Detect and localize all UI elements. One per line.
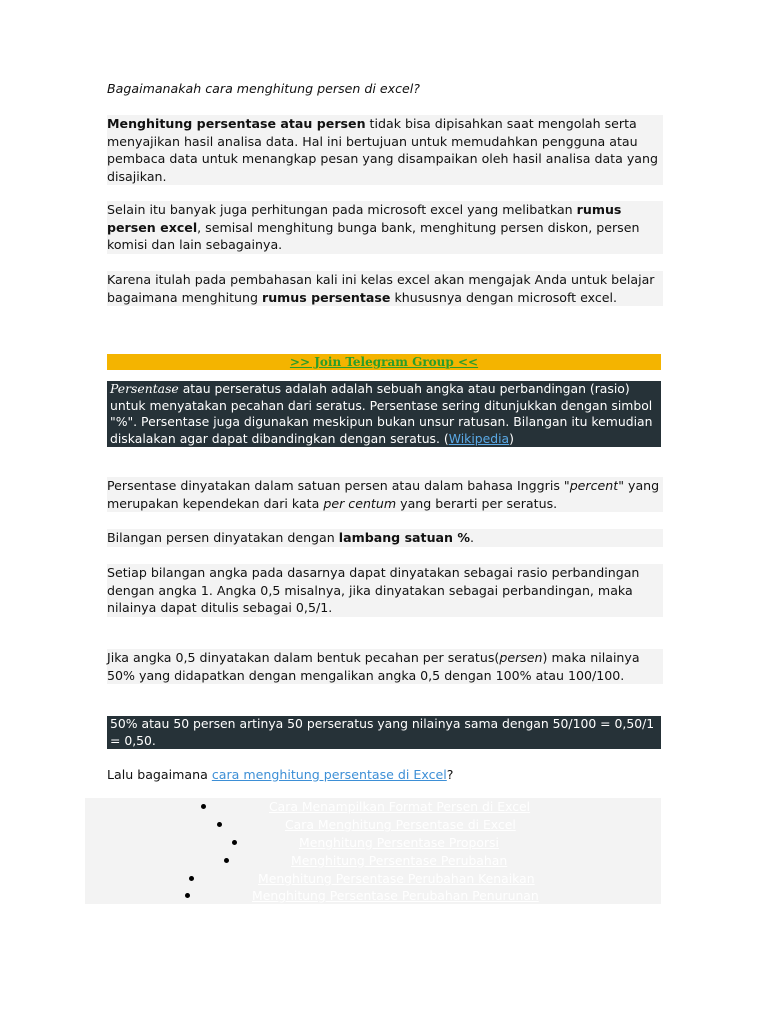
bullet-icon xyxy=(201,804,206,809)
paragraph-percent-symbol xyxy=(107,529,663,547)
p6-text: Setiap bilangan angka pada dasarnya dapat dinyatakan sebagai rasio perbandingan dengan angka 1. Angka 0,5 misalnya, jika dinyatakan sebagai perbandingan, maka nilainya dapat ditulis sebagai 0,5/1. xyxy=(107,565,640,616)
toc-link-penurunan[interactable]: Menghitung Persentase Perubahan Penurunan xyxy=(252,888,539,903)
bullet-icon xyxy=(232,840,237,845)
telegram-banner xyxy=(107,354,661,370)
paragraph-percent-meaning xyxy=(107,477,663,512)
paragraph-how-to-link xyxy=(107,766,663,784)
p4-text-middle: " yang merupakan kependekan dari kata xyxy=(107,478,660,511)
telegram-link[interactable]: >> Join Telegram Group << xyxy=(289,355,479,369)
definition-text: atau perseratus adalah adalah sebuah angka atau perbandingan (rasio) untuk menyatakan pecahan dari seratus. Persentase sering ditunjukkan dengan simbol "%". Persentase juga digunakan meskipun bukan unsur ratusan. Bilangan itu kemudian diskalakan agar dapat dibandingkan dengan seratus. ( xyxy=(110,381,653,446)
toc-link-proporsi[interactable]: Menghitung Persentase Proporsi xyxy=(299,835,499,850)
definition-close: ) xyxy=(509,430,514,446)
bullet-icon xyxy=(185,893,190,898)
table-of-contents xyxy=(85,798,661,904)
toc-item xyxy=(85,816,661,833)
paragraph-excel-calculations xyxy=(107,201,663,254)
p2-text-after: , semisal menghitung bunga bank, menghitung persen diskon, persen komisi dan lain sebagainya. xyxy=(107,219,640,253)
p4-text-before: Persentase dinyatakan dalam satuan persen atau dalam bahasa Inggris " xyxy=(107,478,570,493)
p1-bold: Menghitung persentase atau persen xyxy=(107,116,366,131)
paragraph-fraction xyxy=(107,649,663,684)
p3-text-before: Karena itulah pada pembahasan kali ini kelas excel akan mengajak Anda untuk belajar bagaimana menghitung xyxy=(107,272,655,305)
wikipedia-link[interactable]: Wikipedia xyxy=(448,430,510,446)
bullet-icon xyxy=(189,876,194,881)
p4-text-after: yang berarti per seratus. xyxy=(396,495,558,511)
intro-question xyxy=(107,80,663,98)
p1-text: tidak bisa dipisahkan saat mengolah serta menyajikan hasil analisa data. Hal ini bertujuan untuk memudahkan pengguna atau pembaca data untuk menangkap pesan yang disampaikan oleh hasil analisa data yang disajikan. xyxy=(107,116,658,184)
p5-bold: lambang satuan % xyxy=(338,530,471,545)
intro-question-text: Bagaimanakah cara menghitung persen di excel? xyxy=(107,81,420,96)
p5-text-before: Bilangan persen dinyatakan dengan xyxy=(107,530,339,545)
p4-italic-percent: percent xyxy=(569,478,619,493)
paragraph-lesson-intro xyxy=(107,271,663,306)
toc-link-cara-menghitung[interactable]: Cara Menghitung Persentase di Excel xyxy=(285,817,516,832)
toc-item xyxy=(85,852,661,869)
fifty-percent-note xyxy=(107,716,661,749)
toc-link-perubahan[interactable]: Menghitung Persentase Perubahan xyxy=(291,853,508,868)
how-to-calculate-link[interactable]: cara menghitung persentase di Excel xyxy=(211,767,447,782)
p8-text-before: Lalu bagaimana xyxy=(107,767,212,782)
definition-term: Persentase xyxy=(110,381,179,396)
p4-italic-centum: per centum xyxy=(323,495,397,511)
bullet-icon xyxy=(224,858,229,863)
toc-link-kenaikan[interactable]: Menghitung Persentase Perubahan Kenaikan xyxy=(258,871,535,886)
toc-item xyxy=(85,798,661,815)
p5-text-after: . xyxy=(470,530,475,545)
paragraph-ratio xyxy=(107,564,663,617)
p2-text-before: Selain itu banyak juga perhitungan pada microsoft excel yang melibatkan xyxy=(107,202,577,217)
p7-text-before: Jika angka 0,5 dinyatakan dalam bentuk pecahan per seratus( xyxy=(107,650,500,665)
bullet-icon xyxy=(217,822,222,827)
toc-link-format-persen[interactable]: Cara Menampilkan Format Persen di Excel xyxy=(269,799,531,814)
p8-text-after: ? xyxy=(446,767,454,782)
p2-bold: rumus persen excel xyxy=(107,202,622,235)
p3-bold: rumus persentase xyxy=(261,289,391,305)
paragraph-percentage-importance xyxy=(107,115,663,185)
toc-item xyxy=(85,887,661,904)
definition-box xyxy=(107,381,661,447)
toc-item xyxy=(85,834,661,851)
p3-text-after: khususnya dengan microsoft excel. xyxy=(390,289,618,305)
p7-italic: persen xyxy=(499,650,543,665)
toc-item xyxy=(85,870,661,887)
fifty-percent-text: 50% atau 50 persen artinya 50 perseratus yang nilainya sama dengan 50/100 = 0,50/1 = 0,50. xyxy=(110,716,655,748)
p7-text-after: ) maka nilainya 50% yang didapatkan dengan mengalikan angka 0,5 dengan 100% atau 100/100. xyxy=(107,650,640,683)
